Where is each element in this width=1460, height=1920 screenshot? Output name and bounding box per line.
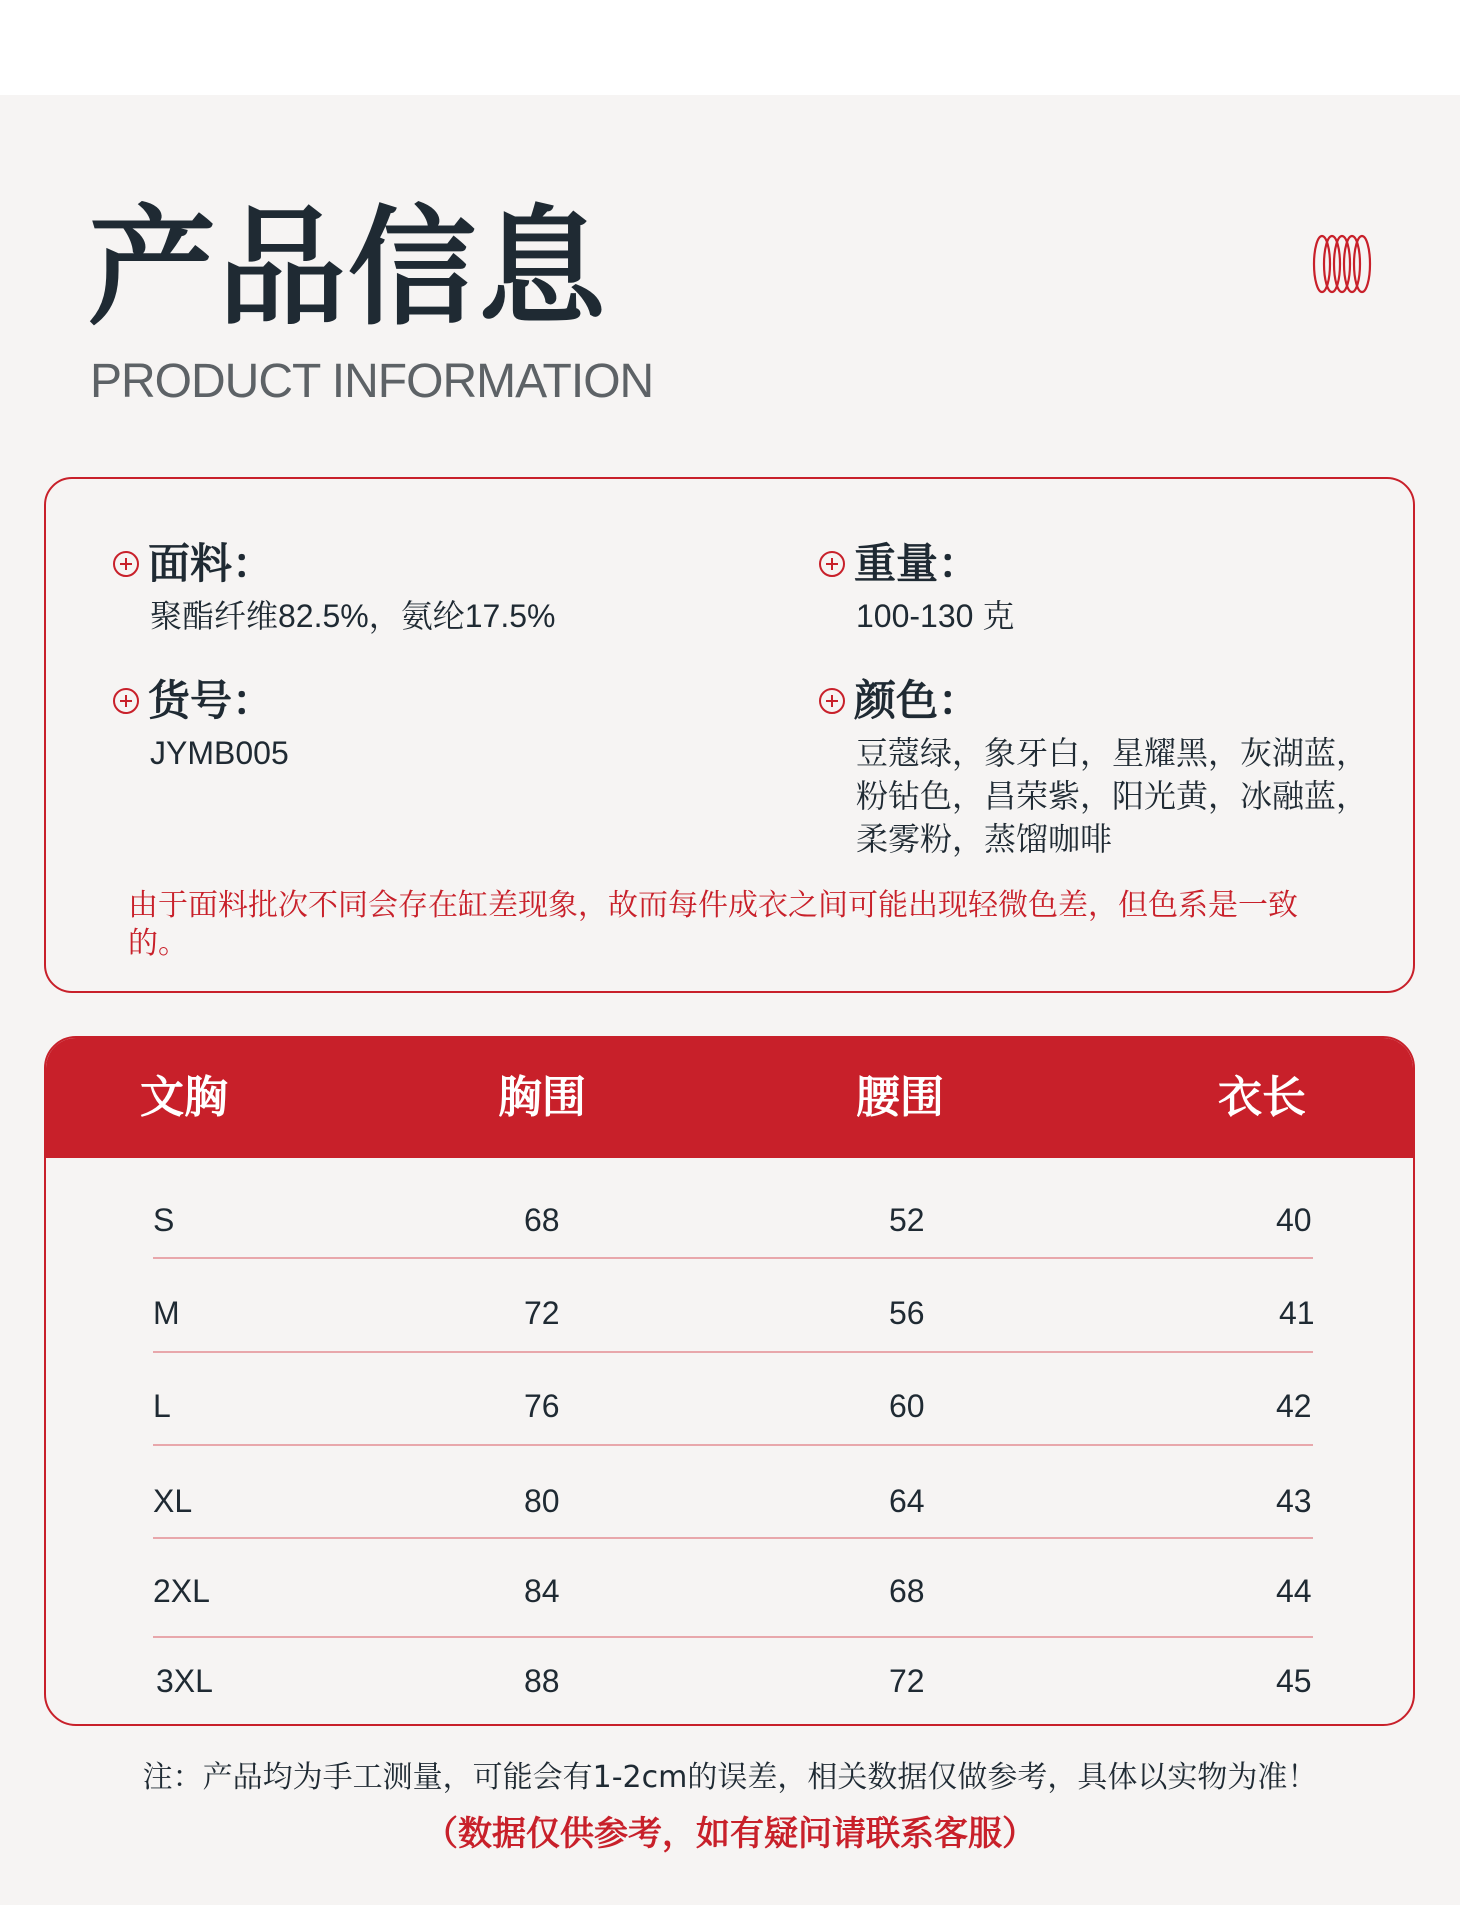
size-cell: L xyxy=(153,1388,171,1424)
bust-cell: 68 xyxy=(524,1202,560,1238)
length-cell: 45 xyxy=(1276,1663,1312,1699)
waist-cell: 52 xyxy=(889,1202,925,1238)
plus-circle-icon xyxy=(818,687,846,715)
weight-value: 100-130 克 xyxy=(856,598,1015,635)
sku-value: JYMB005 xyxy=(150,735,289,772)
bust-cell: 72 xyxy=(524,1295,560,1331)
waist-cell: 64 xyxy=(889,1483,925,1519)
table-row xyxy=(46,1469,1413,1533)
column-header-waist: 腰围 xyxy=(856,1072,944,1123)
row-divider xyxy=(153,1351,1313,1353)
length-cell: 42 xyxy=(1276,1388,1312,1424)
color-info xyxy=(818,676,1378,861)
length-cell: 40 xyxy=(1276,1202,1312,1238)
weight-label: 重量： xyxy=(854,539,981,588)
waist-cell: 72 xyxy=(889,1663,925,1699)
measurement-note: 注：产品均为手工测量，可能会有1-2cm的误差，相关数据仅做参考，具体以实物为准！ xyxy=(142,1760,1318,1795)
size-table xyxy=(44,1036,1415,1726)
reference-note: （数据仅供参考，如有疑问请联系客服） xyxy=(424,1814,1036,1854)
column-header-bust: 胸围 xyxy=(498,1072,586,1123)
color-value xyxy=(856,732,1378,861)
color-variance-note: 由于面料批次不同会存在缸差现象，故而每件成衣之间可能出现轻微色差，但色系是一致的。 xyxy=(128,888,1298,961)
row-divider xyxy=(153,1537,1313,1539)
plus-circle-icon xyxy=(818,550,846,578)
column-header-bra: 文胸 xyxy=(140,1072,228,1123)
fabric-info xyxy=(112,539,555,638)
weight-info xyxy=(818,539,1014,638)
size-cell: 3XL xyxy=(156,1663,213,1699)
table-header xyxy=(46,1038,1413,1158)
size-cell: 2XL xyxy=(153,1573,210,1609)
page-title: 产品信息 xyxy=(88,194,609,343)
fabric-label: 面料： xyxy=(148,539,275,588)
color-line: 豆蔻绿，象牙白，星耀黑，灰湖蓝， xyxy=(856,735,1369,772)
table-row xyxy=(46,1281,1413,1345)
bust-cell: 80 xyxy=(524,1483,560,1519)
color-line: 柔雾粉，蒸馏咖啡 xyxy=(856,821,1113,858)
length-cell: 44 xyxy=(1276,1573,1312,1609)
bust-cell: 84 xyxy=(524,1573,560,1609)
row-divider xyxy=(153,1636,1313,1638)
sku-label: 货号： xyxy=(148,676,275,725)
plus-circle-icon xyxy=(112,550,140,578)
coil-icon xyxy=(1312,232,1372,296)
table-row xyxy=(46,1188,1413,1252)
color-line: 粉钻色，昌荣紫，阳光黄，冰融蓝， xyxy=(856,778,1369,815)
waist-cell: 56 xyxy=(889,1295,925,1331)
row-divider xyxy=(153,1257,1313,1259)
length-cell: 43 xyxy=(1276,1483,1312,1519)
size-cell: S xyxy=(153,1202,175,1238)
column-header-length: 衣长 xyxy=(1218,1072,1306,1123)
bust-cell: 76 xyxy=(524,1388,560,1424)
size-cell: M xyxy=(153,1295,180,1331)
product-info-card xyxy=(44,477,1415,993)
plus-circle-icon xyxy=(112,687,140,715)
color-label: 颜色： xyxy=(854,676,981,725)
table-row xyxy=(46,1649,1413,1713)
table-row xyxy=(46,1374,1413,1438)
sku-info xyxy=(112,676,289,775)
fabric-value: 聚酯纤维82.5%，氨纶17.5% xyxy=(150,598,556,635)
waist-cell: 60 xyxy=(889,1388,925,1424)
table-row xyxy=(46,1559,1413,1623)
length-cell: 41 xyxy=(1279,1295,1315,1331)
waist-cell: 68 xyxy=(889,1573,925,1609)
bust-cell: 88 xyxy=(524,1663,560,1699)
page-subtitle: PRODUCT INFORMATION xyxy=(90,355,654,408)
row-divider xyxy=(153,1444,1313,1446)
size-cell: XL xyxy=(153,1483,193,1519)
